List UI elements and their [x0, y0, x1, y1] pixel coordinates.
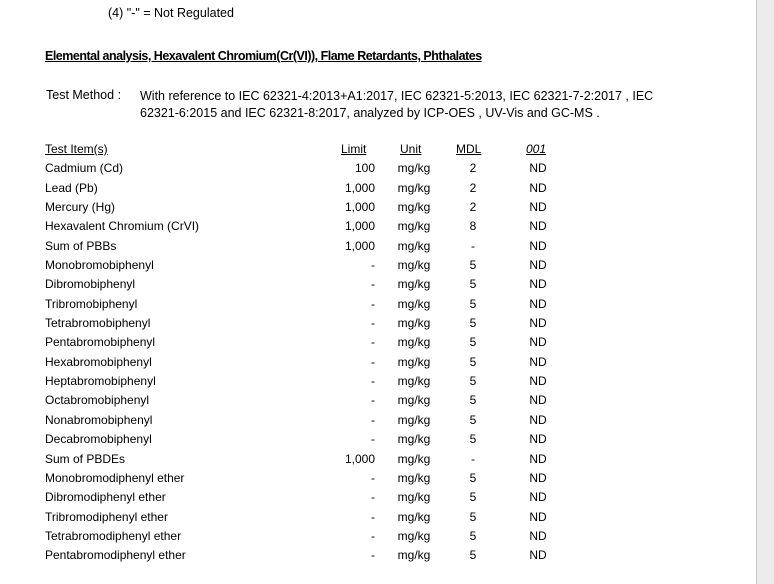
cell-test-item: Heptabromobiphenyl	[45, 374, 156, 389]
table-row	[0, 391, 756, 410]
table-row	[0, 179, 756, 198]
cell-result: ND	[529, 548, 547, 563]
cell-unit: mg/kg	[397, 258, 431, 273]
table-body	[0, 159, 756, 565]
cell-test-item: Octabromobiphenyl	[45, 393, 150, 408]
cell-limit: -	[371, 490, 375, 505]
cell-result: ND	[529, 509, 547, 524]
header-unit: Unit	[400, 142, 422, 156]
cell-mdl: 5	[469, 277, 477, 292]
table-row	[0, 198, 756, 217]
cell-result: ND	[529, 374, 547, 389]
cell-result: ND	[529, 451, 547, 466]
cell-result: ND	[529, 316, 547, 331]
cell-mdl: 5	[469, 374, 477, 389]
cell-limit: -	[371, 509, 375, 524]
cell-limit: -	[371, 432, 375, 447]
table-row	[0, 275, 756, 294]
cell-test-item: Dibromodiphenyl ether	[45, 490, 166, 505]
footnote-not-regulated: (4) "-" = Not Regulated	[108, 6, 234, 20]
cell-result: ND	[529, 470, 547, 485]
cell-unit: mg/kg	[397, 200, 431, 215]
test-method-label: Test Method :	[46, 88, 122, 102]
cell-test-item: Tribromobiphenyl	[45, 296, 138, 311]
cell-mdl: 5	[469, 393, 477, 408]
cell-mdl: 5	[469, 316, 477, 331]
cell-result: ND	[529, 180, 547, 195]
cell-limit: -	[371, 258, 375, 273]
cell-unit: mg/kg	[397, 180, 431, 195]
table-row	[0, 295, 756, 314]
cell-result: ND	[529, 393, 547, 408]
cell-result: ND	[529, 335, 547, 350]
table-row	[0, 430, 756, 449]
cell-result: ND	[529, 432, 547, 447]
test-method-line-1: With reference to IEC 62321-4:2013+A1:2017, IEC 62321-5:2013, IEC 62321-7-2:2017 , IEC	[140, 89, 654, 103]
cell-mdl: 5	[469, 509, 477, 524]
table-row	[0, 217, 756, 236]
cell-limit: -	[371, 296, 375, 311]
cell-unit: mg/kg	[397, 548, 431, 563]
cell-limit: 1,000	[344, 451, 375, 466]
header-result-001: 001	[526, 142, 547, 156]
cell-test-item: Pentabromobiphenyl	[45, 335, 156, 350]
cell-mdl: 5	[469, 258, 477, 273]
cell-mdl: 5	[469, 335, 477, 350]
cell-unit: mg/kg	[397, 374, 431, 389]
cell-unit: mg/kg	[397, 412, 431, 427]
cell-unit: mg/kg	[397, 296, 431, 311]
cell-mdl: 2	[469, 161, 477, 176]
header-test-items: Test Item(s)	[45, 142, 108, 156]
table-row	[0, 314, 756, 333]
cell-test-item: Tetrabromobiphenyl	[45, 316, 151, 331]
cell-limit: -	[371, 335, 375, 350]
table-row	[0, 450, 756, 469]
cell-unit: mg/kg	[397, 490, 431, 505]
table-row	[0, 237, 756, 256]
cell-limit: -	[371, 470, 375, 485]
cell-limit: 1,000	[344, 180, 375, 195]
cell-unit: mg/kg	[397, 470, 431, 485]
cell-unit: mg/kg	[397, 451, 431, 466]
cell-test-item: Tribromodiphenyl ether	[45, 509, 168, 524]
cell-mdl: 5	[469, 432, 477, 447]
cell-limit: -	[371, 528, 375, 543]
cell-unit: mg/kg	[397, 354, 431, 369]
cell-test-item: Monobromobiphenyl	[45, 258, 154, 273]
cell-mdl: 5	[469, 528, 477, 543]
test-method-line-2: 62321-6:2015 and IEC 62321-8:2017, analyzed by ICP-OES , UV-Vis and GC-MS .	[140, 106, 600, 120]
cell-limit: 100	[354, 161, 375, 176]
cell-result: ND	[529, 354, 547, 369]
cell-result: ND	[529, 258, 547, 273]
cell-test-item: Dibromobiphenyl	[45, 277, 136, 292]
cell-test-item: Tetrabromodiphenyl ether	[45, 528, 182, 543]
cell-limit: -	[371, 277, 375, 292]
cell-limit: 1,000	[344, 219, 375, 234]
cell-mdl: 5	[469, 412, 477, 427]
cell-limit: -	[371, 412, 375, 427]
cell-result: ND	[529, 161, 547, 176]
table-row	[0, 256, 756, 275]
cell-mdl: 5	[469, 548, 477, 563]
cell-limit: 1,000	[344, 200, 375, 215]
cell-result: ND	[529, 219, 547, 234]
table-row	[0, 411, 756, 430]
cell-test-item: Hexabromobiphenyl	[45, 354, 152, 369]
cell-result: ND	[529, 412, 547, 427]
cell-mdl: -	[471, 238, 475, 253]
cell-result: ND	[529, 296, 547, 311]
cell-unit: mg/kg	[397, 335, 431, 350]
cell-limit: -	[371, 354, 375, 369]
cell-unit: mg/kg	[397, 393, 431, 408]
cell-mdl: 8	[469, 219, 477, 234]
cell-test-item: Monobromodiphenyl ether	[45, 470, 185, 485]
test-method-text	[140, 88, 700, 122]
cell-mdl: 5	[469, 296, 477, 311]
table-row	[0, 372, 756, 391]
cell-limit: -	[371, 393, 375, 408]
cell-unit: mg/kg	[397, 432, 431, 447]
cell-mdl: 2	[469, 180, 477, 195]
cell-result: ND	[529, 238, 547, 253]
header-limit: Limit	[341, 142, 367, 156]
cell-result: ND	[529, 277, 547, 292]
cell-unit: mg/kg	[397, 238, 431, 253]
cell-mdl: -	[471, 451, 475, 466]
cell-unit: mg/kg	[397, 161, 431, 176]
cell-unit: mg/kg	[397, 316, 431, 331]
table-header-row	[0, 140, 756, 159]
table-row	[0, 527, 756, 546]
cell-test-item: Sum of PBBs	[45, 238, 117, 253]
table-row	[0, 159, 756, 178]
table-row	[0, 508, 756, 527]
cell-result: ND	[529, 200, 547, 215]
cell-unit: mg/kg	[397, 219, 431, 234]
cell-mdl: 2	[469, 200, 477, 215]
cell-mdl: 5	[469, 354, 477, 369]
table-row	[0, 469, 756, 488]
cell-result: ND	[529, 528, 547, 543]
cell-test-item: Sum of PBDEs	[45, 451, 126, 466]
cell-unit: mg/kg	[397, 528, 431, 543]
cell-limit: -	[371, 316, 375, 331]
table-row	[0, 546, 756, 565]
cell-test-item: Lead (Pb)	[45, 180, 98, 195]
cell-test-item: Mercury (Hg)	[45, 200, 116, 215]
cell-unit: mg/kg	[397, 509, 431, 524]
cell-test-item: Cadmium (Cd)	[45, 161, 124, 176]
cell-test-item: Pentabromodiphenyl ether	[45, 548, 186, 563]
cell-limit: 1,000	[344, 238, 375, 253]
cell-test-item: Hexavalent Chromium (CrVI)	[45, 219, 200, 234]
section-title: Elemental analysis, Hexavalent Chromium(Cr(VI)), Flame Retardants, Phthalates	[45, 49, 482, 63]
cell-mdl: 5	[469, 470, 477, 485]
results-table	[0, 140, 756, 566]
cell-limit: -	[371, 548, 375, 563]
cell-limit: -	[371, 374, 375, 389]
table-row	[0, 333, 756, 352]
cell-test-item: Decabromobiphenyl	[45, 432, 152, 447]
cell-unit: mg/kg	[397, 277, 431, 292]
cell-test-item: Nonabromobiphenyl	[45, 412, 153, 427]
cell-mdl: 5	[469, 490, 477, 505]
table-row	[0, 488, 756, 507]
cell-result: ND	[529, 490, 547, 505]
table-row	[0, 353, 756, 372]
header-mdl: MDL	[456, 142, 482, 156]
